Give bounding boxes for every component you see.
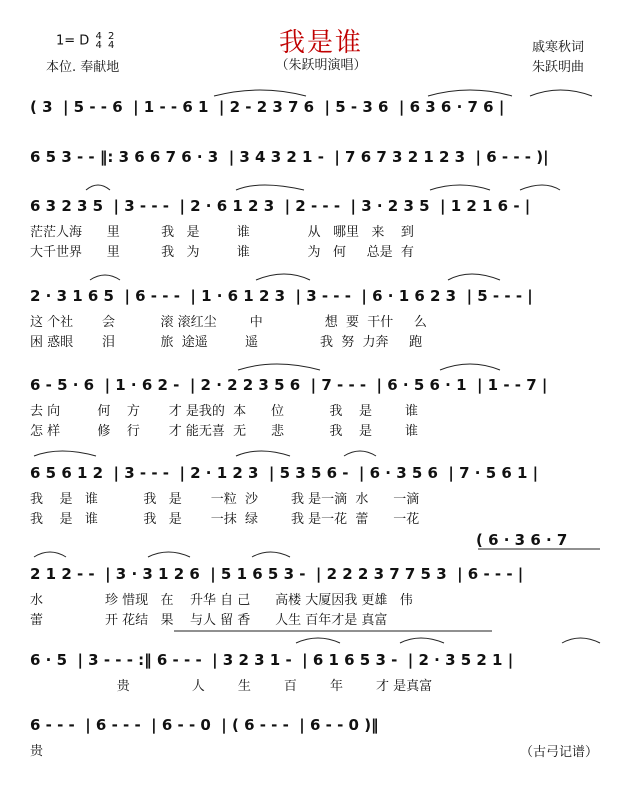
lyrics-verse-2: 大千世界 里 我 为 谁 为 何 总是 有 — [30, 245, 414, 260]
notation-line: 6 5 3 - - ‖: 3 6 6 7 6 · 3 | 3 4 3 2 1 - | 7 6 7 3 2 1 2 3 | 6 - - - )| — [30, 148, 549, 166]
intro-bracket-notes: ( 6 · 3 6 · 7 — [476, 531, 568, 549]
notation-line: 6 - - - | 6 - - - | 6 - - 0 | ( 6 - - - | 6 - - 0 )‖ — [30, 716, 379, 734]
lyrics-verse-1: 我 是 谁 我 是 一粒 沙 我 是一滴 水 一滴 — [30, 492, 420, 507]
notation-line: 6 · 5 | 3 - - - :‖ 6 - - - | 3 2 3 1 - | 6 1 6 5 3 - | 2 · 3 5 2 1 | — [30, 651, 514, 669]
key-label: 1= D — [56, 33, 90, 49]
transcriber-credit: （古弓记谱） — [519, 745, 598, 760]
notation-line: 6 3 2 3 5 | 3 - - - | 2 · 6 1 2 3 | 2 - - - | 3 · 2 3 5 | 1 2 1 6 - | — [30, 197, 531, 215]
notation-line: 6 - 5 · 6 | 1 · 6 2 - | 2 · 2 2 3 5 6 | 7 - - - | 6 · 5 6 · 1 | 1 - - 7 | — [30, 376, 548, 394]
notation-line: ( 3 | 5 - - 6 | 1 - - 6 1 | 2 - 2 3 7 6 | 5 - 3 6 | 6 3 6 · 7 6 | — [30, 98, 505, 116]
lyrics-verse-2: 怎 样 修 行 才 能无喜 无 悲 我 是 谁 — [30, 424, 419, 439]
lyrics-verse-2: 我 是 谁 我 是 一抹 绿 我 是一花 蕾 一花 — [30, 512, 420, 527]
time-top-b: 2 — [107, 31, 115, 42]
lyrics-verse-1: 贵 人 生 百 年 才 是真富 — [30, 679, 433, 694]
lyrics-verse-1: 去 向 何 方 才 是我的 本 位 我 是 谁 — [30, 404, 419, 419]
notation-line: 6 5 6 1 2 | 3 - - - | 2 · 1 2 3 | 5 3 5 6 - | 6 · 3 5 6 | 7 · 5 6 1 | — [30, 464, 539, 482]
time-bottom-b: 4 — [107, 40, 115, 51]
song-title: 我是谁 — [278, 28, 363, 58]
notation-line: 2 1 2 - - | 3 · 3 1 2 6 | 5 1 6 5 3 - | 2 2 2 3 7 7 5 3 | 6 - - - | — [30, 565, 524, 583]
lyrics-verse-1: 茫茫人海 里 我 是 谁 从 哪里 来 到 — [30, 225, 414, 240]
performer-subtitle: （朱跃明演唱） — [275, 58, 367, 73]
time-bottom-a: 4 — [95, 40, 102, 51]
lyrics-verse-2: 困 惑眼 泪 旅 途遥 遥 我 努 力奔 跑 — [30, 335, 423, 350]
lyrics-verse-1: 这 个社 会 滚 滚红尘 中 想 要 干什 么 — [30, 315, 427, 330]
lyrics-verse-1: 贵 — [30, 744, 44, 759]
notation-line: 2 · 3 1 6 5 | 6 - - - | 1 · 6 1 2 3 | 3 - - - | 6 · 1 6 2 3 | 5 - - - | — [30, 287, 533, 305]
lyrics-verse-2: 蕾 开 花结 果 与人 留 香 人生 百年才是 真富 — [30, 613, 388, 628]
lyrics-verse-1: 水 珍 惜现 在 升华 自 己 高楼 大厦因我 更雄 伟 — [30, 593, 413, 608]
lyricist: 戚寒秋词 — [532, 40, 585, 55]
composer: 朱跃明曲 — [532, 60, 585, 75]
source-note: 本位. 奉献地 — [46, 60, 120, 75]
time-top-a: 4 — [95, 31, 102, 42]
